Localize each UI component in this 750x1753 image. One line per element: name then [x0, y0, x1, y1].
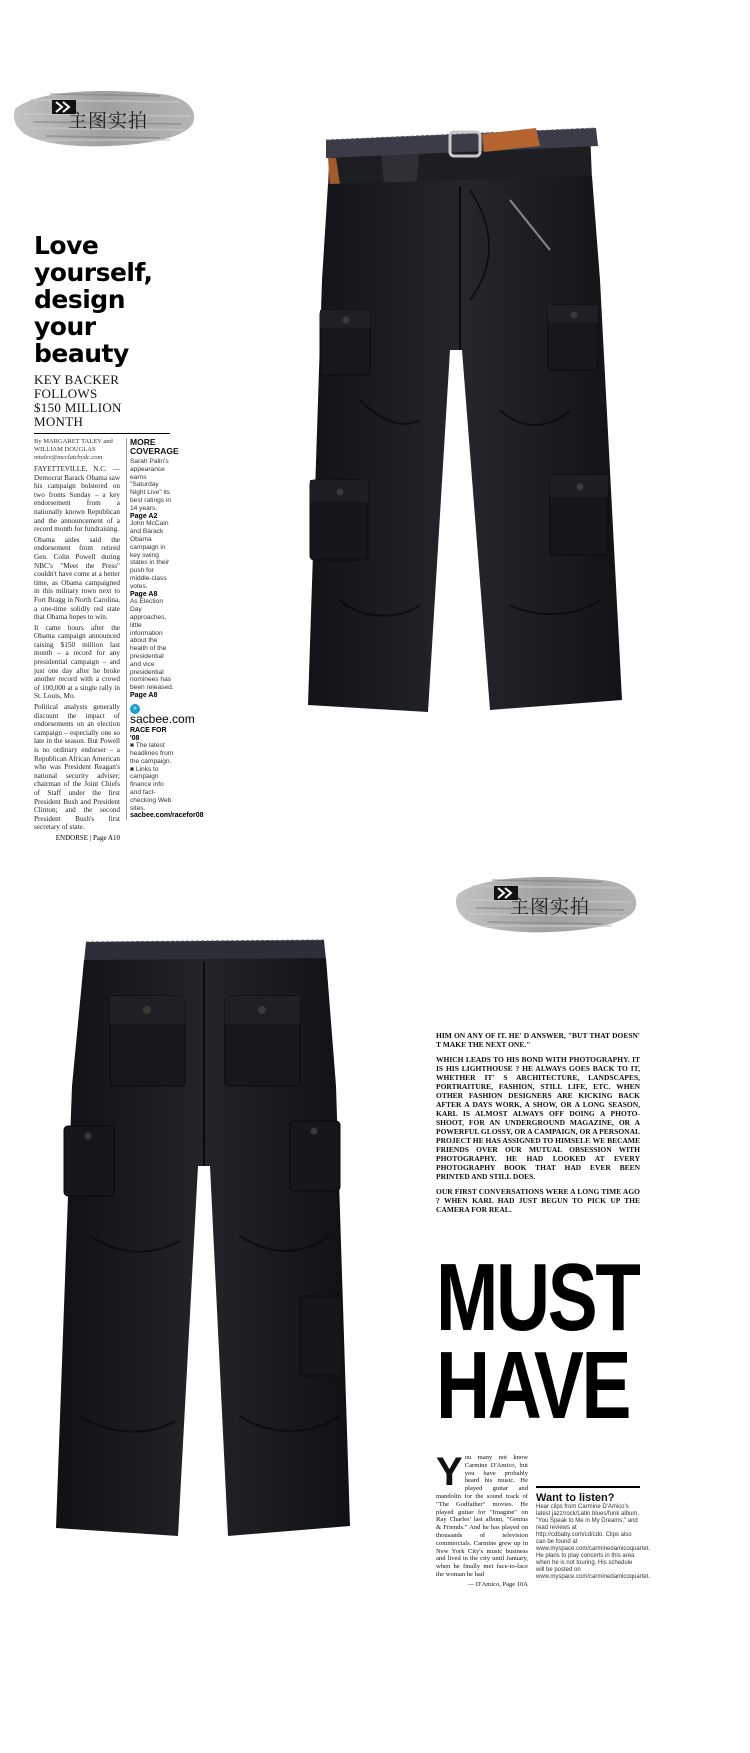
article-paragraph: It came hours after the Obama campaign announced raising $150 million last month – a record for any presidential campaign – and just one day after he broke another record with a crowd of 100,000 at a single rally in St. Louis, Mo. [34, 623, 120, 701]
title-line: HAVE [436, 1332, 630, 1439]
product-photo-front [0, 0, 750, 876]
want-body: Hear clips from Carmine D'Amico's latest jazz/rock/Latin blues/funk album, "You Speak to Me in My Dreams," and read reviews at http://cdbaby.com/cd/cdo. Clips also can be found at www.myspace.com/carminedamicoquartet. He plans to play concerts in this area when he is not touring. His schedule will be posted on www.myspace.com/carminedamicoquartet. [536, 1504, 651, 1580]
product-photo-back [0, 876, 750, 1753]
divider [34, 433, 170, 434]
sidebar-item-text: John McCain and Barack Obama campaign in key swing states in their push for middle-class votes. [130, 520, 170, 590]
magazine-clipping [436, 1031, 651, 1589]
story-text: ou many not know Carmine D'Amico, but you have probably heard his music. He played guitar and mandolin for the sound track of "The Godfather" movies. He played guitar for "Imagine" on Ray Charles' last album, "Genius & Friends." And he has played on thousands of television commercials. Carmine grew up in New York City's music business and lived in the city until January, when he finally met face-to-face the woman he had [436, 1454, 528, 1578]
title-line: MUST [436, 1254, 639, 1351]
article-paragraph: OUR FIRST CONVERSATIONS WERE A LONG TIME AGO ? WHEN KARL HAD JUST BEGUN TO PICK UP THE CAMERA FOR REAL. [436, 1187, 640, 1214]
headline [34, 232, 174, 367]
badge-label: 主图实拍 [510, 896, 591, 918]
article-text [436, 1031, 640, 1214]
sidebar-item [130, 458, 174, 520]
race-item: ■ The latest headlines from the campaign. [130, 742, 174, 765]
story-continuation: — D'Amico, Page 10A [467, 1580, 528, 1588]
sidebar-item [130, 598, 174, 699]
must-have-title [436, 1254, 640, 1444]
want-title: Want to listen? [536, 1492, 615, 1504]
sacbee-icon: » [130, 704, 140, 714]
article-body [34, 465, 120, 832]
sidebar-item-page: Page A2 [130, 512, 158, 520]
real-shot-badge [452, 866, 642, 941]
article-paragraph: WHICH LEADS TO HIS BOND WITH PHOTOGRAPHY. IT IS HIS LIGHTHOUSE ? HE ALWAYS GOES BACK TO IT, WHETHER IT' S ARCHITECTURE, LANDSCAPES, PORTRAITURE, FASHION, STILL LIFE, ETC. WHEN OTHER FASHION DESIGNERS ARE KICKING BACK AFTER A DAYS WORK, A SHOW, OR A LONG SEASON, KARL IS ALMOST ALWAYS OFF DOING A PHOTO-SHOOT, FOR AN UNDERGROUND MAGAZINE, OR A POWERFUL GLOSSY, OR A CAMPAIGN, OR A PERSONAL PROJECT HE HAS ASSIGNED TO HIMSELF. WE BECAME FRIENDS OVER OUR MUTUAL OBSESSION WITH PHOTOGRAPHY. HE HAD LOOKED AT EVERY PHOTOGRAPHY BOOK THAT HAD EVER BEEN PRINTED AND STILL DOES. [436, 1055, 640, 1181]
sidebar-item-text: As Election Day approaches, little information about the health of the presidential and vice presidential nominees has been released. [130, 598, 174, 692]
sidebar-title-line: MORE [130, 437, 156, 447]
article-paragraph: HIM ON ANY OF IT. HE' D ANSWER, "BUT THAT DOESN' T MAKE THE NEXT ONE." [436, 1031, 640, 1049]
drop-cap: Y [436, 1450, 463, 1494]
cargo-pants-back-image [50, 936, 360, 1546]
sidebar-item-page: Page A8 [130, 691, 158, 699]
sacbee-text: sacbee.com [130, 711, 195, 726]
article-paragraph: Political analysts generally discount the impact of endorsements on an election campaign – especially one so late in the season. But Powell is no ordinary endorser – a Republican African American who was President Reagan's national security adviser; chairman of the Joint Chiefs of Staff under the first President Bush and President Clinton; and the second President Bush's first secretary of state. [34, 703, 120, 832]
story-column [436, 1450, 528, 1589]
race-box [130, 726, 204, 821]
sacbee-logo [130, 703, 195, 726]
byline: By MARGARET TALEV and WILLIAM DOUGLAS [34, 438, 113, 453]
headline-line: your beauty [34, 312, 129, 368]
badge-label: 主图实拍 [68, 110, 149, 132]
endorse-ref: ENDORSE | Page A10 [55, 833, 120, 842]
subhead-line: KEY BACKER FOLLOWS [34, 372, 120, 401]
cargo-pants-front-image [300, 100, 630, 720]
sidebar-title-line: COVERAGE [130, 446, 179, 456]
race-title: RACE FOR '08 [130, 726, 167, 742]
subhead [34, 373, 174, 429]
sidebar-item-text: Sarah Palin's appearance earns "Saturday Night Live" its best ratings in 14 years. [130, 458, 172, 512]
byline-email: mtalev@mcclatchydc.com [34, 454, 103, 461]
subhead-line: $150 MILLION MONTH [34, 400, 122, 429]
headline-line: Love [34, 231, 99, 260]
article-paragraph: Obama aides said the endorsement from retired Gen. Colin Powell during NBC's "Meet the Press" couldn't have come at a better time, as Obama campaigned in this military town next to Fort Bragg in North Carolina, a one-time solidly red state that Obama hopes to win. [34, 535, 120, 622]
sidebar-item-page: Page A8 [130, 590, 158, 598]
want-to-listen-box [536, 1486, 651, 1581]
race-url: sacbee.com/racefor08 [130, 812, 204, 820]
headline-line: yourself, [34, 258, 153, 287]
sidebar-title [130, 437, 179, 456]
headline-line: design [34, 285, 125, 314]
race-item: ■ Links to campaign finance info and fact-checking Web sites. [130, 765, 172, 812]
newspaper-clipping [34, 231, 204, 842]
article-paragraph: FAYETTEVILLE, N.C. — Democrat Barack Obama saw his campaign bolstered on two fronts Sunday – a key endorsement from a nationally known Republican and the announcement of a record month for fundraising. [34, 465, 121, 534]
real-shot-badge [10, 80, 200, 155]
sidebar-coverage [126, 437, 204, 820]
sidebar-item [130, 520, 174, 598]
